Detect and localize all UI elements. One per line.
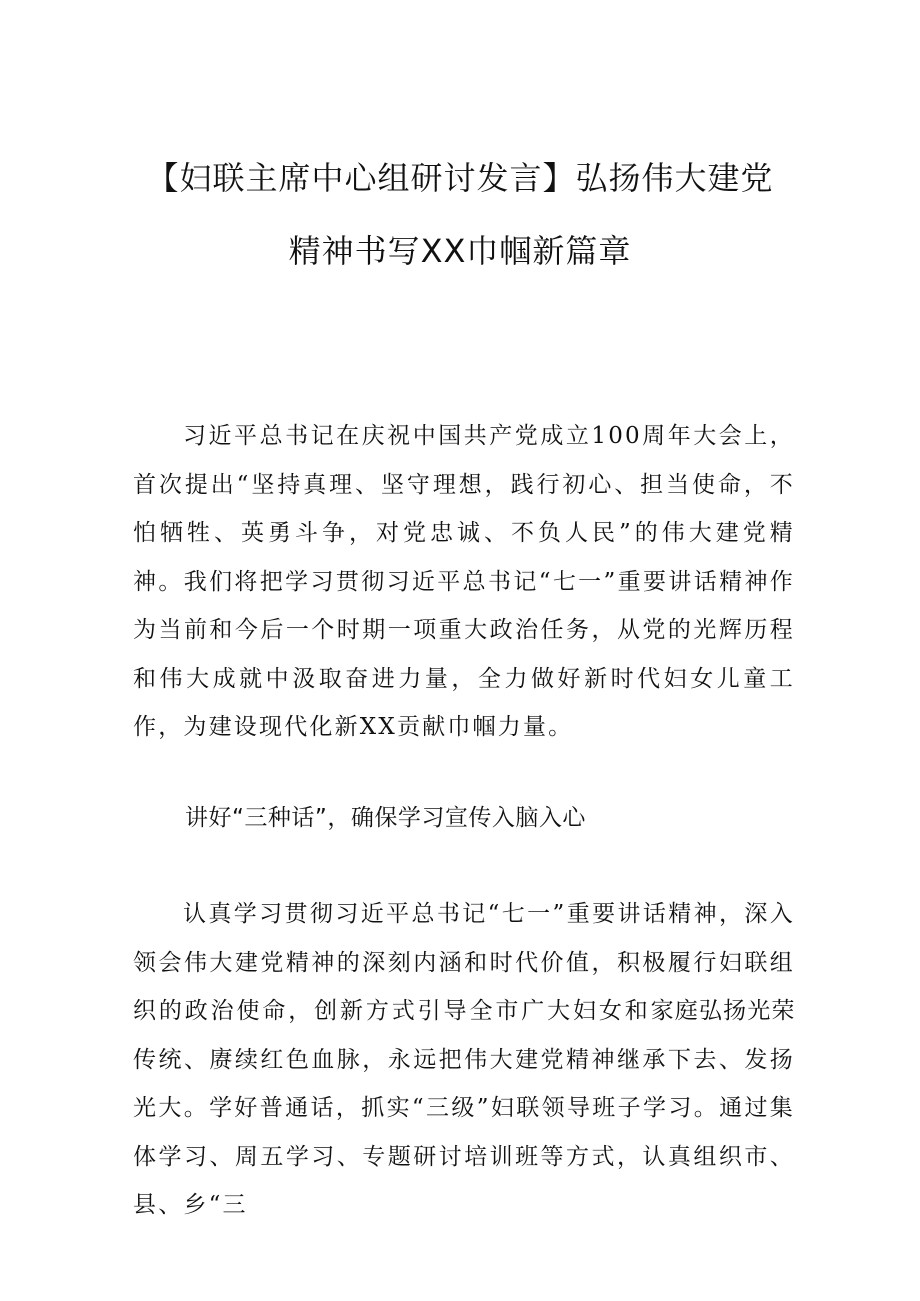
body-paragraph-2-text-a: 认真学习贯彻习近平总书记“七一”重要讲话精神，深入领会伟大建党精神的深刻内涵和时代价值，积极履行妇联组织的政治使命，创新方式引导全市广大妇女和 (133, 901, 795, 1024)
body-paragraph-2 (133, 890, 795, 1230)
body-paragraph-1: 习近平总书记在庆祝中国共产党成立100周年大会上，首次提出“坚持真理、坚守理想，践行初心、担当使命，不怕牺牲、英勇斗争，对党忠诚、不负人民”的伟大建党精神。我们将把学习贯彻习近平总书记“七一”重要讲话精神作为当前和今后一个时期一项重大政治任务，从党的光辉历程和伟大成就中汲取奋进力量，全力做好新时代妇女儿童工作，为建设现代化新XX贡献巾帼力量。 (133, 423, 795, 740)
document-title-line-2: 精神书写XX巾帼新篇章 (288, 232, 632, 270)
body-paragraph-2-emphasis: 家庭弘扬光荣 (650, 998, 796, 1024)
document-title-line-1: 【妇联主席中心组研讨发言】弘扬伟大建党 (146, 159, 774, 197)
body-paragraph-2-text-b: 传统、赓续红色血脉，永远把伟大建党精神继承下去、发扬光大。学好普通话，抓实“三级”妇联领导班子学习。通过集体学习、周五学习、专题研讨培训班等方式，认真组织市、县、乡“三 (133, 1046, 795, 1218)
section-heading: 讲好“三种话”，确保学习宣传入脑入心 (185, 805, 586, 831)
